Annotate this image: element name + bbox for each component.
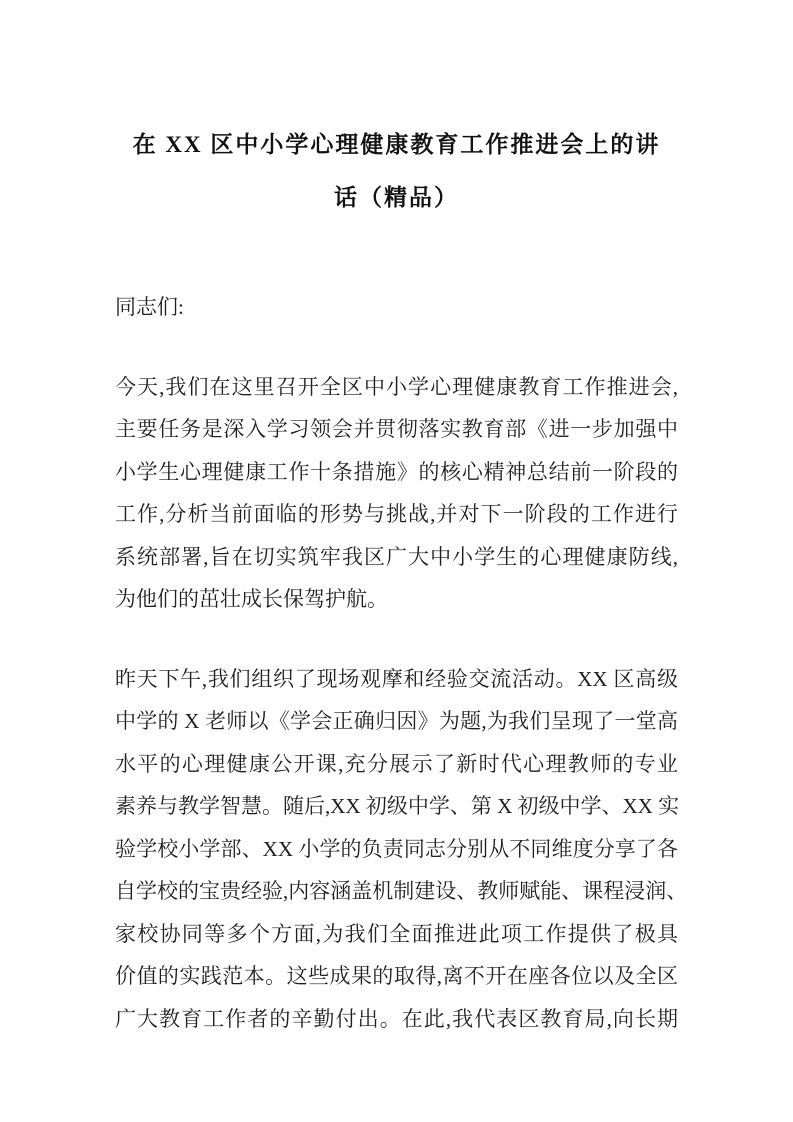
text-line: 小学生心理健康工作十条措施》的核心精神总结前一阶段的 — [115, 459, 678, 484]
text-line: 素养与教学智慧。随后,XX 初级中学、第 X 初级中学、XX 实 — [115, 794, 680, 818]
text-line: 广大教育工作者的辛勤付出。在此,我代表区教育局,向长期 — [115, 1006, 678, 1031]
text-line: 水平的心理健康公开课,充分展示了新时代心理教师的专业 — [115, 751, 678, 776]
text-line: 今天,我们在这里召开全区中小学心理健康教育工作推进会, — [115, 374, 678, 399]
text-line: 价值的实践范本。这些成果的取得,离不开在座各位以及全区 — [115, 964, 678, 988]
text-line: 为他们的茁壮成长保驾护航。 — [115, 587, 388, 611]
text-line: 家校协同等多个方面,为我们全面推进此项工作提供了极具 — [115, 921, 678, 946]
title-line-2: 话（精品） — [334, 185, 459, 210]
title-line-1: 在 XX 区中小学心理健康教育工作推进会上的讲 — [132, 132, 661, 157]
paragraph-2 — [115, 658, 688, 1041]
text-line: 自学校的宝贵经验,内容涵盖机制建设、教师赋能、课程浸润、 — [115, 879, 688, 903]
salutation: 同志们: — [115, 295, 184, 319]
text-line: 中学的 X 老师以《学会正确归因》为题,为我们呈现了一堂高 — [115, 709, 678, 733]
text-line: 主要任务是深入学习领会并贯彻落实教育部《进一步加强中 — [115, 417, 678, 441]
text-line: 验学校小学部、XX 小学的负责同志分别从不同维度分享了各 — [115, 836, 678, 861]
paragraph-1 — [115, 366, 678, 621]
text-line: 昨天下午,我们组织了现场观摩和经验交流活动。XX 区高级 — [115, 666, 678, 691]
text-line: 工作,分析当前面临的形势与挑战,并对下一阶段的工作进行 — [115, 502, 678, 526]
document-title — [115, 118, 678, 224]
text-line: 系统部署,旨在切实筑牢我区广大中小学生的心理健康防线, — [115, 544, 678, 569]
